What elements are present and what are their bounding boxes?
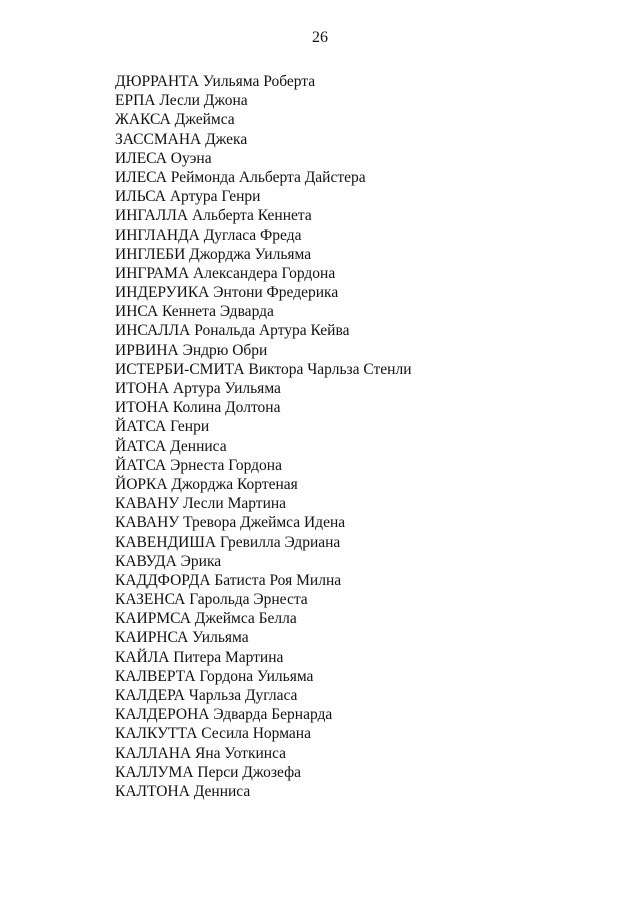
name-list [115, 72, 412, 801]
list-item: КАВАНУ Тревора Джеймса Идена [115, 514, 346, 532]
list-item: КАЛЛАНА Яна Уоткинса [115, 744, 287, 762]
list-item: КАЛКУТТА Сесила Нормана [115, 725, 311, 743]
list-item: ЙОРКА Джорджа Кортеная [115, 475, 298, 493]
list-item: ИНГАЛЛА Альберта Кеннета [115, 207, 312, 225]
list-item: КАВЕНДИША Гревилла Эдриана [115, 533, 341, 551]
list-item: ИНСА Кеннета Эдварда [115, 303, 274, 321]
list-item: ЗАССМАНА Джека [115, 130, 248, 148]
list-item: ИНСАЛЛА Рональда Артура Кейва [115, 322, 350, 340]
list-item: ИТОНА Колина Долтона [115, 399, 281, 417]
list-item: КАЗЕНСА Гарольда Эрнеста [115, 591, 308, 609]
list-item: ЙАТСА Генри [115, 418, 210, 436]
list-item: КАЛТОНА Денниса [115, 782, 251, 800]
list-item: КАЙЛА Питера Мартина [115, 648, 284, 666]
list-item: ИРВИНА Эндрю Обри [115, 341, 268, 359]
list-item: ЕРПА Лесли Джона [115, 92, 248, 110]
list-item: ИЛЕСА Реймонда Альберта Дайстера [115, 168, 366, 186]
list-item: КАЛДЕРОНА Эдварда Бернарда [115, 706, 333, 724]
list-item: КАДДФОРДА Батиста Роя Милна [115, 571, 342, 589]
list-item: КАВУДА Эрика [115, 552, 222, 570]
list-item: КАИРНСА Уильяма [115, 629, 249, 647]
list-item: ИСТЕРБИ-СМИТА Виктора Чарльза Стенли [115, 360, 412, 378]
list-item: ДЮРРАНТА Уильяма Роберта [115, 73, 316, 90]
list-item: ИНГЛЕБИ Джорджа Уильяма [115, 245, 312, 263]
list-item: ИЛЬСА Артура Генри [115, 188, 261, 206]
page-number: 26 [312, 29, 328, 46]
list-item: КАИРМСА Джеймса Белла [115, 610, 297, 628]
list-item: КАЛЛУМА Перси Джозефа [115, 763, 302, 781]
list-item: ЙАТСА Денниса [115, 437, 227, 455]
list-item: ЖАКСА Джеймса [115, 111, 235, 129]
list-item: ИНГРАМА Александера Гордона [115, 264, 336, 282]
list-item: ИНДЕРУИКА Энтони Фредерика [115, 284, 339, 302]
list-item: ЙАТСА Эрнеста Гордона [115, 456, 282, 474]
list-item: ИЛЕСА Оуэна [115, 149, 212, 167]
list-item: КАЛДЕРА Чарльза Дугласа [115, 687, 298, 704]
list-item: КАЛВЕРТА Гордона Уильяма [115, 667, 314, 685]
list-item: ИНГЛАНДА Дугласа Фреда [115, 226, 302, 244]
list-item: КАВАНУ Лесли Мартина [115, 495, 287, 513]
list-item: ИТОНА Артура Уильяма [115, 380, 281, 397]
